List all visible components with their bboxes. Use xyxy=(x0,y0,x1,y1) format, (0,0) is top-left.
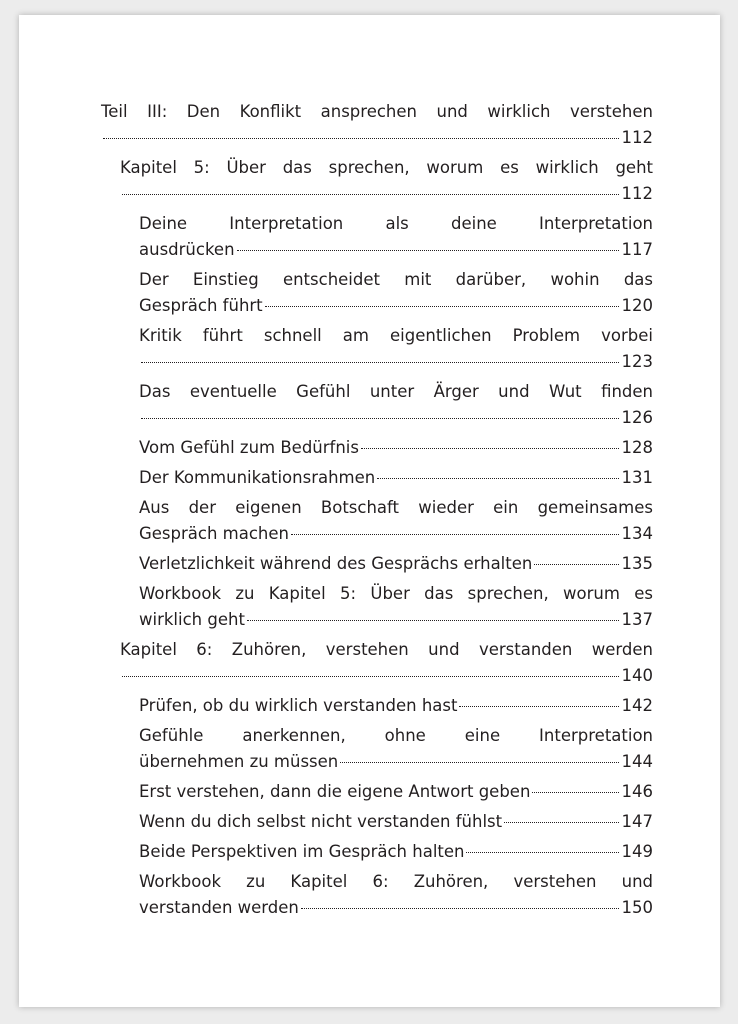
dot-leader xyxy=(237,250,619,251)
dot-leader xyxy=(291,534,619,535)
toc-entry[interactable] xyxy=(101,99,653,151)
dot-leader xyxy=(459,706,618,707)
toc-entry[interactable] xyxy=(139,581,653,633)
toc-entry-title: Workbook zu Kapitel 6: Zuhören, verstehen und xyxy=(139,872,653,891)
toc-entry-title: Gefühle anerkennen, ohne eine Interpretation xyxy=(139,726,653,745)
toc-entry-line xyxy=(139,405,653,431)
toc-entry-title-end: Gespräch machen xyxy=(139,524,289,543)
toc-entry[interactable] xyxy=(139,379,653,431)
dot-leader xyxy=(141,418,619,419)
page-number: 146 xyxy=(621,782,653,801)
toc-entry-line xyxy=(101,125,653,151)
page-number: 140 xyxy=(621,666,653,685)
toc-entry-title-end: Gespräch führt xyxy=(139,296,263,315)
toc-entry[interactable] xyxy=(139,839,653,865)
toc-entry-title-end: ausdrücken xyxy=(139,240,235,259)
toc-entry[interactable] xyxy=(139,495,653,547)
toc-entry[interactable] xyxy=(139,323,653,375)
dot-leader xyxy=(103,138,619,139)
dot-leader xyxy=(122,194,619,195)
toc-entry-line xyxy=(139,895,653,921)
toc-entry-line xyxy=(139,237,653,263)
toc-entry-line xyxy=(139,435,653,461)
toc-entry-line xyxy=(120,181,653,207)
dot-leader xyxy=(361,448,619,449)
table-of-contents xyxy=(101,99,653,925)
page-number: 117 xyxy=(621,240,653,259)
dot-leader xyxy=(141,362,619,363)
toc-entry-title: Aus der eigenen Botschaft wieder ein gemeinsames xyxy=(139,498,653,517)
toc-entry[interactable] xyxy=(139,809,653,835)
toc-entry-title-end: Erst verstehen, dann die eigene Antwort geben xyxy=(139,782,531,801)
dot-leader xyxy=(377,478,618,479)
toc-entry-title: Teil III: Den Konflikt ansprechen und wirklich verstehen xyxy=(101,102,653,121)
toc-entry[interactable] xyxy=(139,211,653,263)
toc-entry-title: Kapitel 5: Über das sprechen, worum es wirklich geht xyxy=(120,158,653,177)
toc-entry[interactable] xyxy=(139,435,653,461)
toc-entry-line xyxy=(139,607,653,633)
page-number: 135 xyxy=(621,554,653,573)
page-number: 128 xyxy=(621,438,653,457)
toc-entry[interactable] xyxy=(139,465,653,491)
toc-entry[interactable] xyxy=(139,693,653,719)
toc-entry[interactable] xyxy=(139,267,653,319)
book-page xyxy=(19,15,720,1007)
toc-entry-line xyxy=(139,693,653,719)
toc-entry-line xyxy=(139,465,653,491)
toc-entry-line xyxy=(139,551,653,577)
toc-entry-title: Der Einstieg entscheidet mit darüber, wohin das xyxy=(139,270,653,289)
page-number: 142 xyxy=(621,696,653,715)
page-number: 112 xyxy=(621,128,653,147)
toc-entry[interactable] xyxy=(120,637,653,689)
page-number: 134 xyxy=(621,524,653,543)
toc-entry-line xyxy=(139,349,653,375)
page-number: 144 xyxy=(621,752,653,771)
toc-entry-line xyxy=(139,809,653,835)
dot-leader xyxy=(340,762,618,763)
toc-entry-title-end: Verletzlichkeit während des Gesprächs erhalten xyxy=(139,554,533,573)
toc-entry-line xyxy=(139,521,653,547)
dot-leader xyxy=(534,564,618,565)
page-number: 112 xyxy=(621,184,653,203)
toc-entry-line xyxy=(139,779,653,805)
toc-entry-title: Workbook zu Kapitel 5: Über das sprechen, worum es xyxy=(139,584,653,603)
toc-entry[interactable] xyxy=(120,155,653,207)
page-number: 137 xyxy=(621,610,653,629)
toc-entry-title: Kritik führt schnell am eigentlichen Problem vorbei xyxy=(139,326,653,345)
toc-entry[interactable] xyxy=(139,869,653,921)
toc-entry-title-end: verstanden werden xyxy=(139,898,299,917)
page-number: 131 xyxy=(621,468,653,487)
dot-leader xyxy=(247,620,619,621)
page-number: 123 xyxy=(621,352,653,371)
toc-entry[interactable] xyxy=(139,723,653,775)
toc-entry-title-end: Prüfen, ob du wirklich verstanden hast xyxy=(139,696,458,715)
toc-entry[interactable] xyxy=(139,779,653,805)
toc-entry-title-end: wirklich geht xyxy=(139,610,245,629)
toc-entry-line xyxy=(139,839,653,865)
toc-entry-line xyxy=(120,663,653,689)
dot-leader xyxy=(301,908,619,909)
dot-leader xyxy=(466,852,618,853)
toc-entry-title: Das eventuelle Gefühl unter Ärger und Wut finden xyxy=(139,382,653,401)
dot-leader xyxy=(265,306,619,307)
toc-entry-title: Deine Interpretation als deine Interpretation xyxy=(139,214,653,233)
toc-entry-title-end: übernehmen zu müssen xyxy=(139,752,339,771)
dot-leader xyxy=(504,822,618,823)
toc-entry-title-end: Wenn du dich selbst nicht verstanden fühlst xyxy=(139,812,503,831)
dot-leader xyxy=(532,792,618,793)
toc-entry-line xyxy=(139,293,653,319)
toc-entry-title: Kapitel 6: Zuhören, verstehen und verstanden werden xyxy=(120,640,653,659)
page-number: 150 xyxy=(621,898,653,917)
toc-entry[interactable] xyxy=(139,551,653,577)
toc-entry-title-end: Beide Perspektiven im Gespräch halten xyxy=(139,842,465,861)
toc-entry-title-end: Vom Gefühl zum Bedürfnis xyxy=(139,438,359,457)
toc-entry-title-end: Der Kommunikationsrahmen xyxy=(139,468,376,487)
dot-leader xyxy=(122,676,619,677)
page-number: 120 xyxy=(621,296,653,315)
page-number: 147 xyxy=(621,812,653,831)
toc-entry-line xyxy=(139,749,653,775)
page-number: 126 xyxy=(621,408,653,427)
page-number: 149 xyxy=(621,842,653,861)
